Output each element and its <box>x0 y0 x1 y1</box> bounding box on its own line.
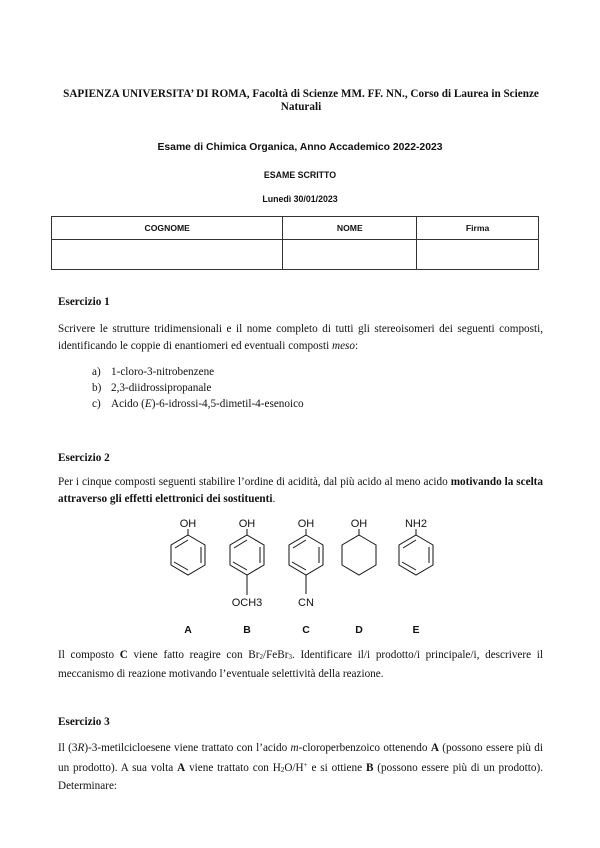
ex3-text: viene trattato con H <box>185 761 281 774</box>
ex3-bold: A <box>177 761 186 774</box>
followup-sub: 2 <box>259 653 263 661</box>
exercise2-followup <box>58 647 543 682</box>
ex3-text: O/H <box>284 761 304 774</box>
ex3-text: (possono essere più di un prodotto). Determinare: <box>58 761 543 792</box>
molecule-d-structure <box>342 529 376 575</box>
ex3-sup: + <box>303 760 308 769</box>
exercise3-heading: Esercizio 3 <box>58 716 110 728</box>
ex3-italic: R <box>77 742 85 754</box>
exercise2-text-bold: motivando la scelta attraverso gli effetti elettronici dei sostituenti <box>58 476 543 505</box>
ex3-text: )-3-metilcicloesene viene trattato con l’acido <box>84 742 291 754</box>
followup-text: /FeBr <box>262 649 289 661</box>
molecule-b-label: B <box>243 624 251 636</box>
item-marker: c) <box>92 398 101 410</box>
molecule-e-structure <box>399 529 433 575</box>
ex3-italic: m <box>290 742 299 754</box>
molecule-e-top-group: NH2 <box>404 518 428 530</box>
item-text-italic: E <box>144 398 152 410</box>
exercise1-heading: Esercizio 1 <box>58 296 110 308</box>
exam-title: Esame di Chimica Organica, Anno Accademico 2022-2023 <box>157 142 443 153</box>
ex3-text: e si ottiene <box>307 761 366 774</box>
item-marker: a) <box>92 366 101 378</box>
exercise1-text-end: : <box>355 339 359 352</box>
molecule-c-structure <box>289 529 323 594</box>
molecule-b-structure <box>230 529 264 595</box>
followup-text: viene fatto reagire con Br <box>127 649 260 661</box>
ex3-text: (possono essere più di un prodotto). A sua volta <box>58 742 543 774</box>
exercise1-text-main: Scrivere le strutture tridimensionali e il nome completo di tutti gli stereoisomeri dei seguenti composti, identificando le coppie di enantiomeri ed eventuali composti <box>58 323 543 352</box>
exercise1-text-meso: meso <box>332 339 356 352</box>
followup-text: . Identificare il/i prodotto/i principale/i, descrivere il meccanismo di reazione motivando l’eventuale selettività della reazione. <box>58 649 543 680</box>
followup-text: Il composto <box>58 649 120 661</box>
molecule-d-top-group: OH <box>350 518 368 530</box>
exercise3-text <box>58 740 543 795</box>
exercise2-heading: Esercizio 2 <box>58 452 110 464</box>
molecule-a-top-group: OH <box>179 518 197 530</box>
molecule-b-bottom-group: OCH3 <box>231 597 263 609</box>
molecule-c-top-group: OH <box>297 518 315 530</box>
molecule-c-bottom-group: CN <box>298 597 314 609</box>
item-marker: b) <box>92 382 102 394</box>
item-text-pre: Acido ( <box>111 398 145 410</box>
university-header: SAPIENZA UNIVERSITA’ DI ROMA, Facoltà di Scienze MM. FF. NN., Corso di Laurea in Scienze Naturali <box>63 88 539 113</box>
item-text: 2,3-diidrossipropanale <box>111 382 212 394</box>
molecule-c-label: C <box>302 624 310 636</box>
ex3-text: -cloroperbenzoico ottenendo <box>298 742 431 754</box>
ex3-text: Il (3 <box>58 742 78 754</box>
item-text: 1-cloro-3-nitrobenzene <box>111 366 215 378</box>
ex3-bold: A <box>430 742 439 754</box>
cognome-header: COGNOME <box>52 217 283 240</box>
molecule-e-label: E <box>412 624 420 636</box>
molecule-d-label: D <box>355 624 363 636</box>
item-text-post: )-6-idrossi-4,5-dimetil-4-esenoico <box>151 398 304 410</box>
molecule-a-label: A <box>184 624 192 636</box>
exam-subtitle: ESAME SCRITTO <box>263 170 337 180</box>
nome-header: NOME <box>283 217 417 240</box>
followup-sub: 3 <box>288 653 292 661</box>
exam-date: Lunedì 30/01/2023 <box>262 194 338 204</box>
followup-bold: C <box>119 649 128 661</box>
exercise2-text-end: . <box>272 492 276 505</box>
firma-header: Firma <box>417 217 539 240</box>
molecule-a-structure <box>171 529 205 575</box>
ex3-sub: 2 <box>280 765 285 774</box>
molecule-b-top-group: OH <box>238 518 256 530</box>
exercise2-text-main: Per i cinque composti seguenti stabilire l’ordine di acidità, dal più acido al meno acido <box>58 476 451 488</box>
ex3-bold: B <box>365 761 374 774</box>
